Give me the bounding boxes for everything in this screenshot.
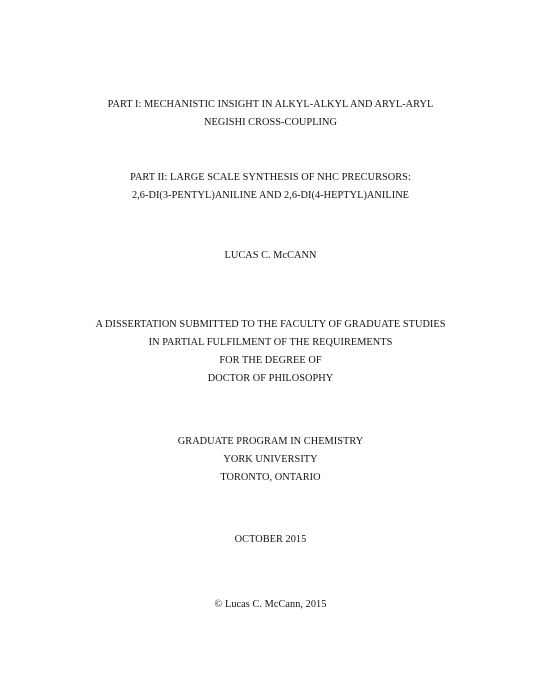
submission-date-text: OCTOBER 2015 <box>234 534 307 545</box>
program-line-2: YORK UNIVERSITY <box>223 454 318 465</box>
program-line-3: TORONTO, ONTARIO <box>220 472 321 483</box>
copyright-notice <box>0 596 541 614</box>
part-one-title-line-2: NEGISHI CROSS-COUPLING <box>204 117 337 128</box>
author-name <box>0 247 541 265</box>
submission-date <box>0 531 541 549</box>
dissertation-line-3: FOR THE DEGREE OF <box>219 355 322 366</box>
copyright-notice-text: © Lucas C. McCann, 2015 <box>214 599 327 610</box>
program-affiliation <box>0 433 541 487</box>
dissertation-line-4: DOCTOR OF PHILOSOPHY <box>207 373 334 384</box>
part-one-title <box>0 96 541 132</box>
author-name-text: LUCAS C. McCANN <box>224 250 317 261</box>
part-two-title-line-2: 2,6-DI(3-PENTYL)ANILINE AND 2,6-DI(4-HEPTYL)ANILINE <box>131 190 410 201</box>
part-two-title <box>0 169 541 205</box>
dissertation-statement <box>0 316 541 388</box>
dissertation-line-1: A DISSERTATION SUBMITTED TO THE FACULTY OF GRADUATE STUDIES <box>95 319 446 330</box>
dissertation-line-2: IN PARTIAL FULFILMENT OF THE REQUIREMENTS <box>148 337 393 348</box>
program-line-1: GRADUATE PROGRAM IN CHEMISTRY <box>177 436 364 447</box>
part-one-title-line-1: PART I: MECHANISTIC INSIGHT IN ALKYL-ALKYL AND ARYL-ARYL <box>107 99 434 110</box>
part-two-title-line-1: PART II: LARGE SCALE SYNTHESIS OF NHC PRECURSORS: <box>130 172 411 183</box>
